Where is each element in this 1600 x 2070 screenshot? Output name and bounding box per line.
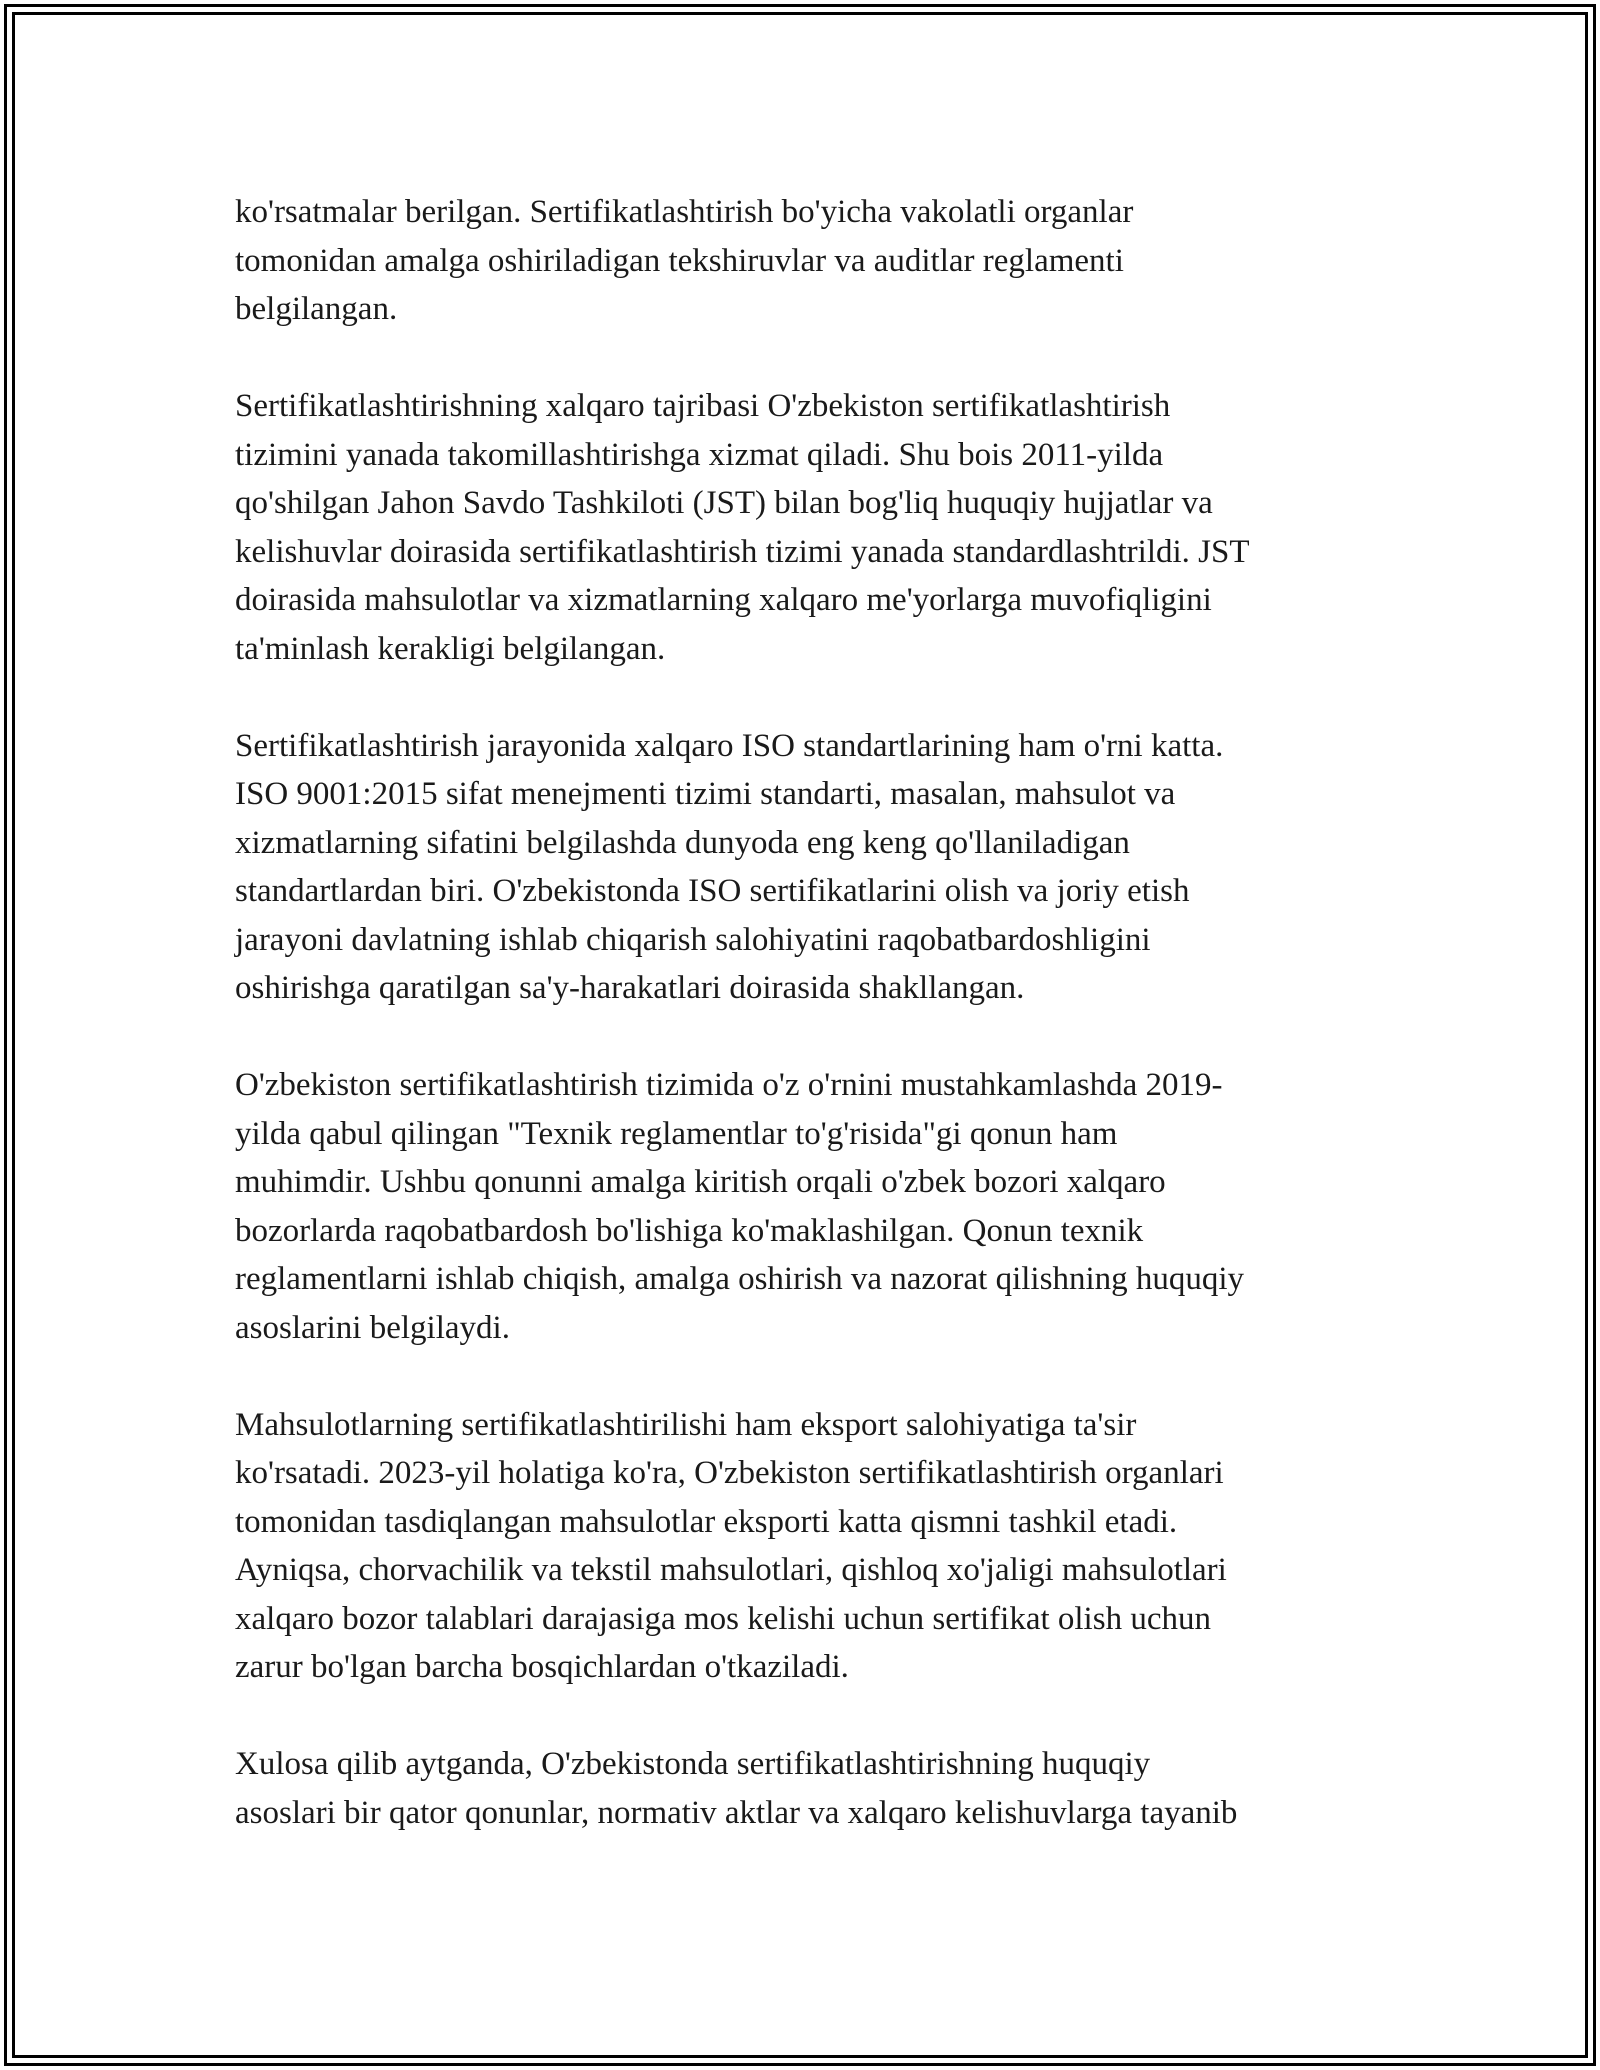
document-body [235, 188, 1375, 1886]
paragraph-3 [235, 722, 1375, 1013]
text-line: Xulosa qilib aytganda, O'zbekistonda sertifikatlashtirishning huquqiy [235, 1746, 1151, 1782]
text-line: asoslari bir qator qonunlar, normativ aktlar va xalqaro kelishuvlarga tayanib [235, 1794, 1238, 1831]
text-line: yilda qabul qilingan "Texnik reglamentlar to'g'risida"gi qonun ham [235, 1115, 1118, 1152]
text-line: Ayniqsa, chorvachilik va tekstil mahsulotlari, qishloq xo'jaligi mahsulotlari [235, 1552, 1227, 1588]
paragraph-5 [235, 1401, 1375, 1692]
text-line: O'zbekiston sertifikatlashtirish tizimida o'z o'rnini mustahkamlashda 2019- [235, 1067, 1223, 1103]
text-line: tomonidan amalga oshiriladigan tekshiruvlar va auditlar reglamenti [235, 242, 1124, 279]
text-line: tomonidan tasdiqlangan mahsulotlar eksporti katta qismni tashkil etadi. [235, 1503, 1178, 1540]
text-line: Mahsulotlarning sertifikatlashtirilishi ham eksport salohiyatiga ta'sir [235, 1406, 1137, 1443]
text-line: ta'minlash kerakligi belgilangan. [235, 630, 666, 667]
text-line: qo'shilgan Jahon Savdo Tashkiloti (JST) bilan bog'liq huquqiy hujjatlar va [235, 485, 1213, 521]
paragraph-2 [235, 382, 1375, 673]
text-line: xizmatlarning sifatini belgilashda dunyoda eng keng qo'llaniladigan [235, 824, 1130, 861]
text-line: standartlardan biri. O'zbekistonda ISO sertifikatlarini olish va joriy etish [235, 873, 1190, 909]
text-line: doirasida mahsulotlar va xizmatlarning xalqaro me'yorlarga muvofiqligini [235, 582, 1212, 618]
text-line: oshirishga qaratilgan sa'y-harakatlari doirasida shakllangan. [235, 970, 1025, 1006]
text-line: ko'rsatadi. 2023-yil holatiga ko'ra, O'zbekiston sertifikatlashtirish organlari [235, 1455, 1224, 1491]
paragraph-6 [235, 1740, 1375, 1837]
text-line: muhimdir. Ushbu qonunni amalga kiritish orqali o'zbek bozori xalqaro [235, 1164, 1166, 1200]
text-line: kelishuvlar doirasida sertifikatlashtirish tizimi yanada standardlashtrildi. JST [235, 533, 1250, 570]
text-line: ko'rsatmalar berilgan. Sertifikatlashtirish bo'yicha vakolatli organlar [235, 194, 1134, 230]
text-line: ISO 9001:2015 sifat menejmenti tizimi standarti, masalan, mahsulot va [235, 776, 1176, 812]
text-line: Sertifikatlashtirishning xalqaro tajribasi O'zbekiston sertifikatlashtirish [235, 388, 1171, 424]
text-line: bozorlarda raqobatbardosh bo'lishiga ko'maklashilgan. Qonun texnik [235, 1212, 1144, 1249]
text-line: reglamentlarni ishlab chiqish, amalga oshirish va nazorat qilishning huquqiy [235, 1261, 1245, 1297]
text-line: Sertifikatlashtirish jarayonida xalqaro ISO standartlarining ham o'rni katta. [235, 727, 1224, 764]
text-line: xalqaro bozor talablari darajasiga mos kelishi uchun sertifikat olish uchun [235, 1600, 1211, 1637]
paragraph-1 [235, 188, 1375, 334]
text-line: belgilangan. [235, 291, 398, 327]
text-line: zarur bo'lgan barcha bosqichlardan o'tkaziladi. [235, 1649, 849, 1685]
text-line: tizimini yanada takomillashtirishga xizmat qiladi. Shu bois 2011-yilda [235, 436, 1164, 473]
text-line: asoslarini belgilaydi. [235, 1309, 510, 1346]
paragraph-4 [235, 1061, 1375, 1352]
text-line: jarayoni davlatning ishlab chiqarish salohiyatini raqobatbardoshligini [235, 921, 1151, 958]
